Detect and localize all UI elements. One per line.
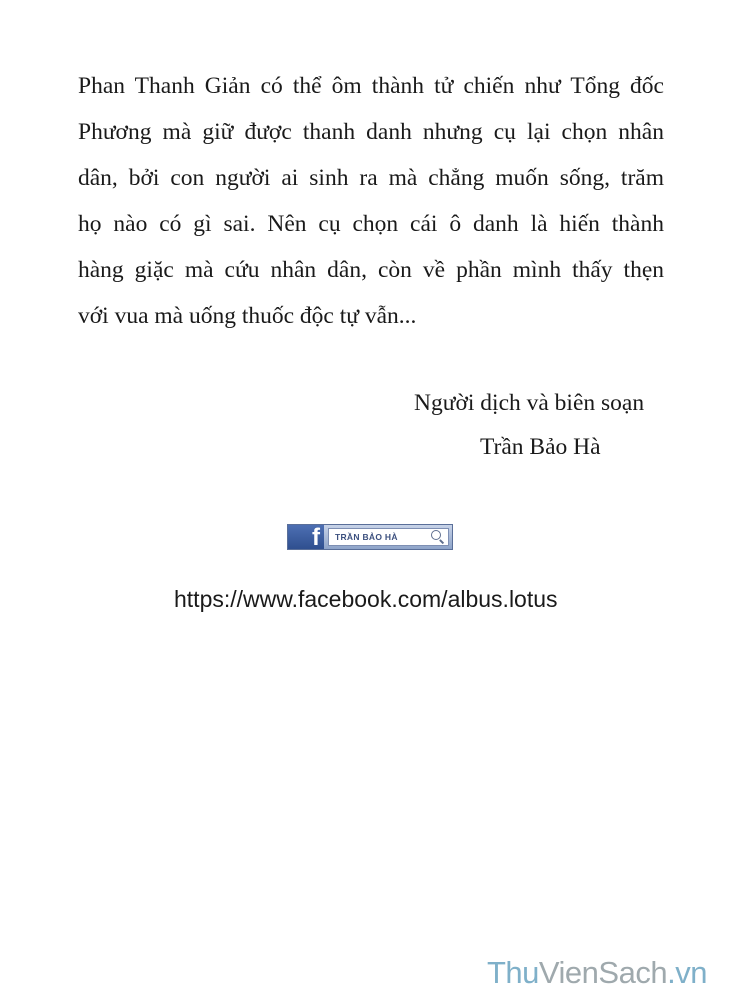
facebook-badge[interactable] <box>287 524 453 550</box>
body-line: họ nào có gì sai. Nên cụ chọn cái ô danh là hiến thành <box>78 211 664 237</box>
body-line: với vua mà uống thuốc độc tự vẫn... <box>78 303 417 329</box>
watermark-part-2: VienSach <box>538 955 668 990</box>
facebook-badge-label: TRẦN BẢO HÀ <box>335 532 398 542</box>
body-line: Phương mà giữ được thanh danh nhưng cụ lại chọn nhân <box>78 119 664 145</box>
facebook-url-link[interactable]: https://www.facebook.com/albus.lotus <box>174 586 558 612</box>
watermark-part-1: Thu <box>487 955 539 990</box>
body-line: hàng giặc mà cứu nhân dân, còn về phần mình thấy thẹn <box>78 257 664 283</box>
search-icon <box>431 530 445 544</box>
body-line: dân, bởi con người ai sinh ra mà chẳng muốn sống, trăm <box>78 165 664 191</box>
site-watermark <box>487 955 707 991</box>
signature-role: Người dịch và biên soạn <box>414 390 645 416</box>
body-paragraph <box>78 63 664 339</box>
facebook-search-field[interactable] <box>328 528 449 546</box>
signature-name: Trần Bảo Hà <box>480 434 601 460</box>
facebook-logo-icon: f <box>288 525 324 549</box>
body-line: Phan Thanh Giản có thể ôm thành tử chiến như Tổng đốc <box>78 73 664 99</box>
watermark-part-3: .vn <box>667 955 707 990</box>
